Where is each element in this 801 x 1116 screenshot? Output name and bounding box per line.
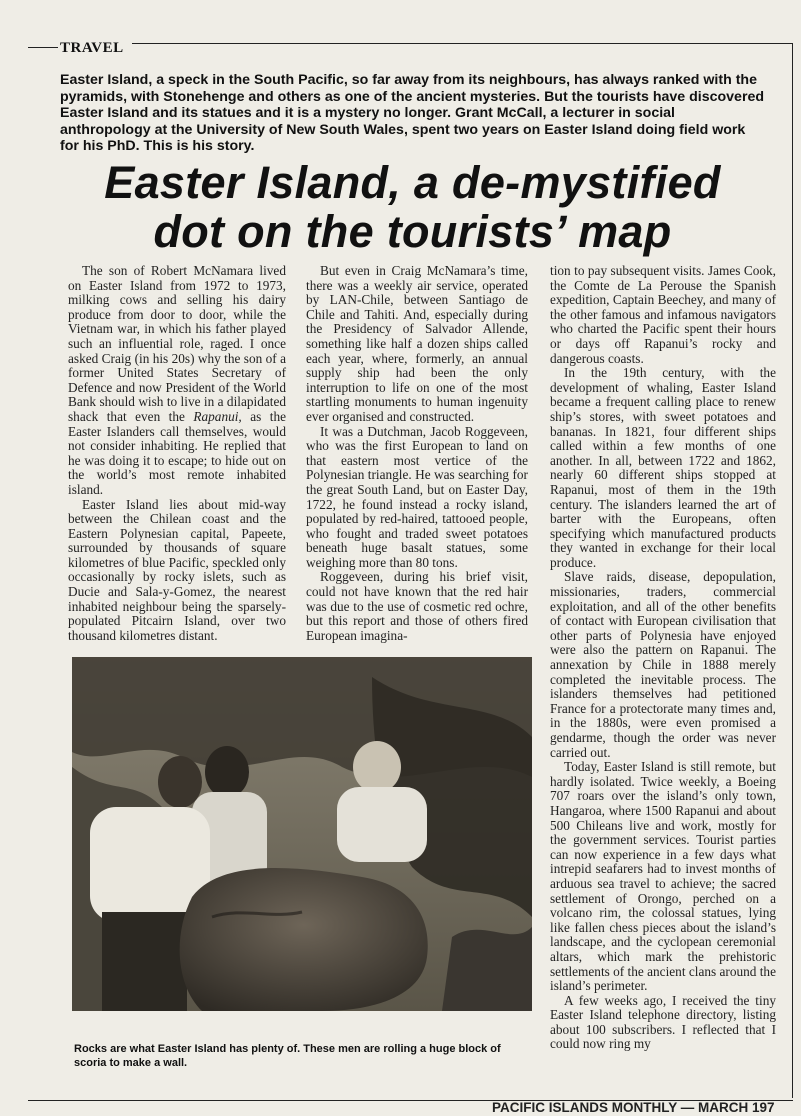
article-photo bbox=[72, 657, 532, 1011]
paragraph: But even in Craig McNamara’s time, there was a weekly air service, operated by LAN-Chile, between Santiago de Chile and Tahiti. And, especially during the Presidency of Salvador Allende, something like half a dozen ships called each year, where, formerly, an annual supply ship had been the only interruption to life on one of the most startling monuments to human ingenuity ever organised and constructed. bbox=[306, 263, 528, 424]
photo-men-rolling-scoria-block bbox=[72, 657, 532, 1011]
top-rule-left bbox=[28, 47, 58, 48]
paragraph: tion to pay subsequent visits. James Cook, the Comte de La Perouse the Spanish expedition, Captain Beechey, and many of the other famous and infamous navigators who charted the Pacific spent their hours or days off Rapanui’s rocky and dangerous coasts. bbox=[550, 263, 776, 366]
article-column-2 bbox=[306, 264, 528, 643]
headline-line-2: dot on the tourists’ map bbox=[153, 206, 672, 257]
paragraph: Today, Easter Island is still remote, but hardly isolated. Twice weekly, a Boeing 707 roars over the island’s only town, Hangaroa, where 1500 Rapanui and about 500 Chileans live and work, mostly for the government services. Tourist parties can now experience in a few days what intrepid seafarers had to invest months of arduous sea travel to achieve; the sacred settlement of Orongo, perched on a volcano rim, the colossal statues, lying like fallen chess pieces about the island’s landscape, and the cyclopean ceremonial altars, which mark the prehistoric settlements of the ancient clans around the island’s perimeter. bbox=[550, 759, 776, 994]
paragraph: Slave raids, disease, depopulation, missionaries, traders, commercial exploitation, and all of the other benefits of contact with European civilisation that other parts of Polynesia have enjoyed were also the pattern on Rapanui. The annexation by Chile in 1888 merely completed the inevitable process. The islanders themselves had petitioned France for a protectorate many times and, in the 1880s, were even promised a gendarme, though the order was never carried out. bbox=[550, 569, 776, 760]
top-rule-right bbox=[132, 43, 793, 44]
headline-line-1: Easter Island, a de-mystified bbox=[104, 157, 721, 208]
article-column-3 bbox=[550, 264, 776, 1052]
photo-caption: Rocks are what Easter Island has plenty of. These men are rolling a huge block of scoria to make a wall. bbox=[74, 1043, 501, 1069]
paragraph: In the 19th century, with the development of whaling, Easter Island became a frequent calling place to renew ship’s stores, with sweet potatoes and bananas. In 1821, four different ships called within a few months of one another. In all, between 1722 and 1862, nearly 60 different ships stopped at Rapanui, most of them in the 19th century. The islanders learned the art of barter with the Europeans, often specifying which manufactured products they wanted in exchange for their local produce. bbox=[550, 365, 776, 570]
paragraph: Easter Island lies about mid-way between the Chilean coast and the Eastern Polynesian capital, Papeete, surrounded by thousands of square kilometres of blue Pacific, speckled only occasionally by rocky islets, such as Ducie and Sala-y-Gomez, the nearest inhabited neighbour being the sparsely-populated Pitcairn Island, over two thousand kilometres distant. bbox=[68, 496, 286, 643]
section-label: TRAVEL bbox=[60, 40, 124, 56]
paragraph: It was a Dutchman, Jacob Roggeveen, who was the first European to land on that eastern most vertice of the Polynesian triangle. He was searching for the great South Land, but on Easter Day, 1722, he found instead a rocky island, populated by red-haired, tattooed people, who fought and traded sweet potatoes beneath huge basalt statues, some weighing more than 80 tons. bbox=[306, 423, 528, 570]
paragraph: The son of Robert McNamara lived on Easter Island from 1972 to 1973, milking cows and selling his dairy produce from door to door, while the Vietnam war, in which his father played such an influential role, raged. I once asked Craig (in his 20s) why the son of a former United States Secretary of Defence and now President of the World Bank should wish to live in a dilapidated shack that even the Rapanui, as the Easter Islanders call themselves, would not consider inhabiting. He replied that he was doing it to escape; to hide out on the world’s most remote inhabited island. bbox=[68, 263, 286, 497]
paragraph: A few weeks ago, I received the tiny Easter Island telephone directory, listing about 100 subscribers. I reflected that I could now ring my bbox=[550, 992, 776, 1052]
right-border-rule bbox=[792, 43, 793, 1098]
intro-standfirst: Easter Island, a speck in the South Pacific, so far away from its neighbours, has always ranked with the pyramids, with Stonehenge and others as one of the ancient mysteries. But the tourists have discovered Easter Island and its statues and it is a mystery no longer. Grant McCall, a lecturer in social anthropology at the University of New South Wales, spent two years on Easter Island doing field work for his PhD. This is his story. bbox=[60, 72, 765, 154]
page-footer: PACIFIC ISLANDS MONTHLY — MARCH 197 bbox=[492, 1100, 775, 1115]
paragraph: Roggeveen, during his brief visit, could not have known that the red hair was due to the use of cosmetic red ochre, but this report and those of others fired European imagina- bbox=[306, 569, 528, 643]
article-column-1 bbox=[68, 264, 286, 643]
article-headline bbox=[60, 158, 765, 256]
